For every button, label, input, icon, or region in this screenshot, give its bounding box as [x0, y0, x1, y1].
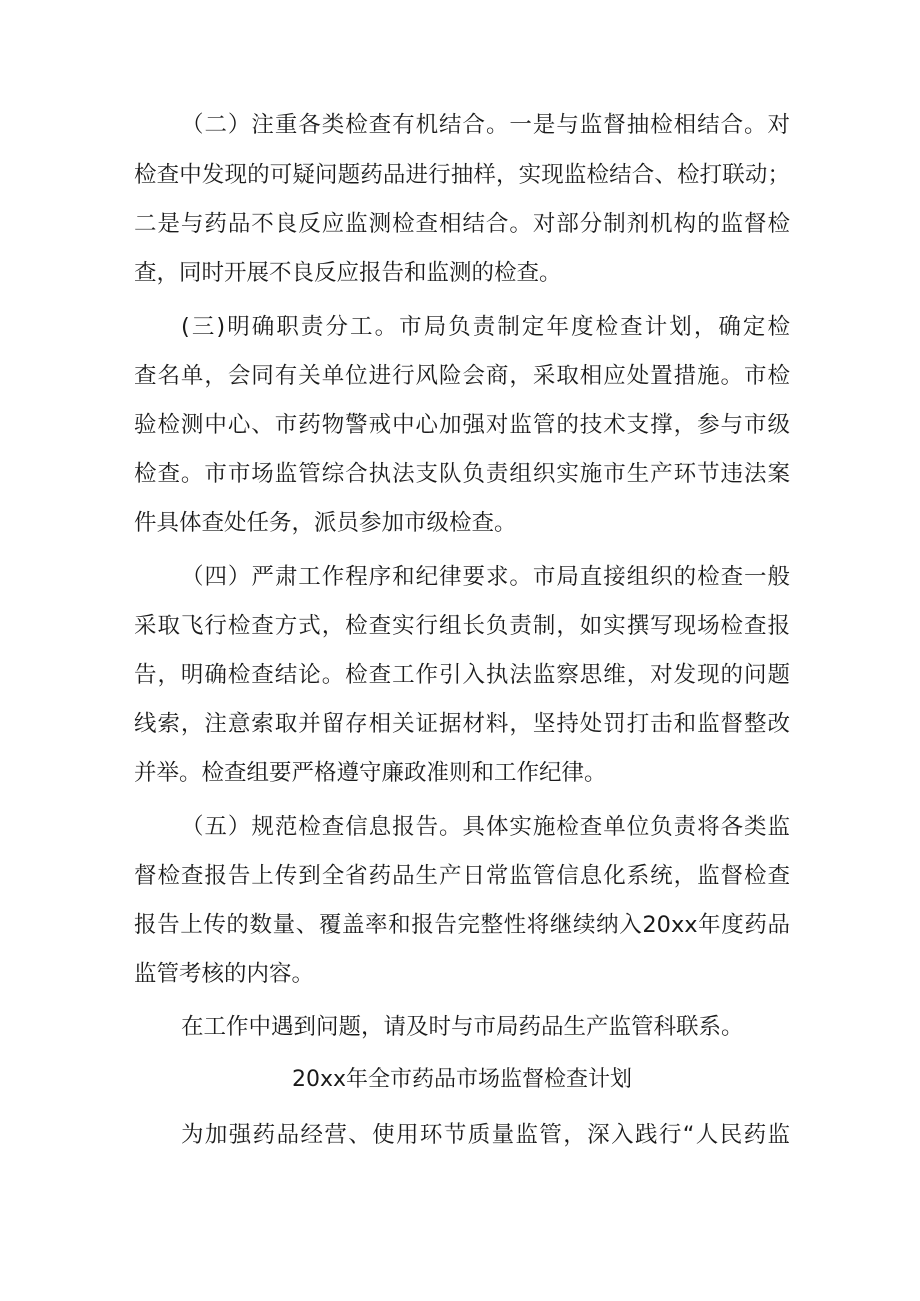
- plan-title: 20xx年全市药品市场监督检查计划: [291, 1067, 633, 1092]
- section-3-line-2: 查名单，会同有关单位进行风险会商，采取相应处置措施。市检: [134, 363, 790, 389]
- section-4-line-3: 告，明确检查结论。检查工作引入执法监察思维，对发现的问题: [134, 662, 790, 688]
- section-2-line-1: （二）注重各类检查有机结合。一是与监督抽检相结合。对: [181, 112, 790, 138]
- section-2-line-4: 查，同时开展不良反应报告和监测的检查。: [134, 260, 562, 286]
- section-5-line-4: 监管考核的内容。: [134, 961, 315, 987]
- section-5-line-3: 报告上传的数量、覆盖率和报告完整性将继续纳入20xx年度药品: [134, 912, 790, 938]
- contact-line: 在工作中遇到问题，请及时与市局药品生产监管科联系。: [181, 1014, 744, 1040]
- section-3-line-1: (三)明确职责分工。市局负责制定年度检查计划，确定检: [181, 314, 790, 340]
- section-3-line-3: 验检测中心、市药物警戒中心加强对监管的技术支撑，参与市级: [134, 412, 790, 438]
- section-4-line-4: 线索，注意索取并留存相关证据材料，坚持处罚打击和监督整改: [134, 711, 790, 737]
- section-3-line-4: 检查。市市场监管综合执法支队负责组织实施市生产环节违法案: [134, 461, 790, 487]
- section-4-line-2: 采取飞行检查方式，检查实行组长负责制，如实撰写现场检查报: [134, 613, 790, 639]
- intro-line: 为加强药品经营、使用环节质量监管，深入践行“人民药监: [181, 1122, 790, 1148]
- section-2-line-2: 检查中发现的可疑问题药品进行抽样，实现监检结合、检打联动；: [134, 162, 790, 188]
- section-5-line-2: 督检查报告上传到全省药品生产日常监管信息化系统，监督检查: [134, 863, 790, 889]
- section-2-line-3: 二是与药品不良反应监测检查相结合。对部分制剂机构的监督检: [134, 211, 790, 237]
- section-3-line-5: 件具体查处任务，派员参加市级检查。: [134, 510, 517, 536]
- section-4-line-1: （四）严肃工作程序和纪律要求。市局直接组织的检查一般: [181, 564, 790, 590]
- section-4-line-5: 并举。检查组要严格遵守廉政准则和工作纪律。: [134, 760, 607, 786]
- section-5-line-1: （五）规范检查信息报告。具体实施检查单位负责将各类监: [181, 814, 790, 840]
